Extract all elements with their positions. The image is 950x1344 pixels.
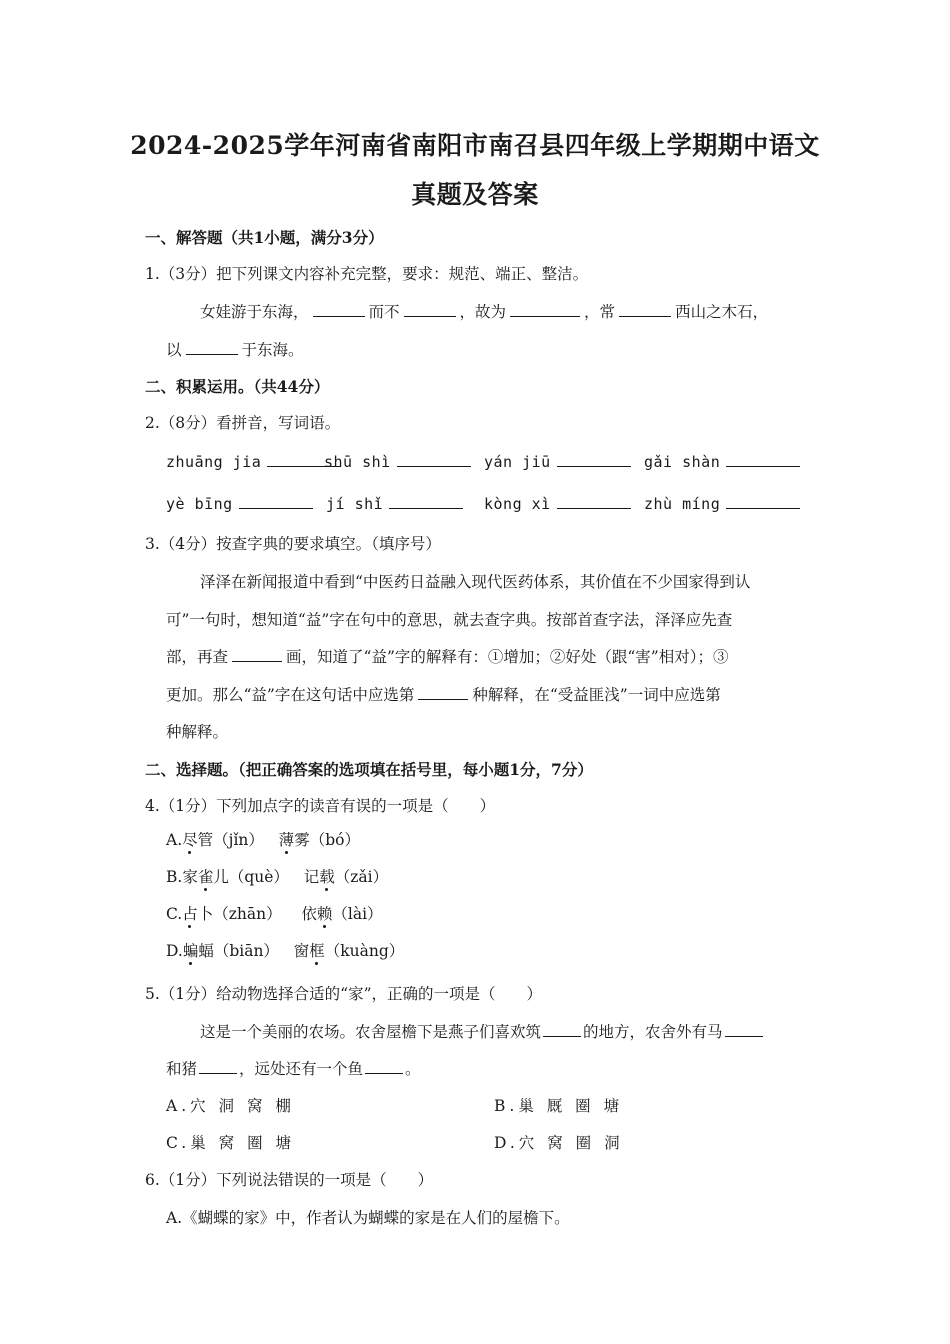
q4-option-a[interactable]: A.尽管（jǐn） 薄雾（bó） — [166, 831, 360, 849]
pinyin-item: shū shì — [324, 452, 475, 471]
question-4-stem: 4.（1分）下列加点字的读音有误的一项是（ ） — [145, 797, 496, 815]
q6-option-a[interactable]: A.《蝴蝶的家》中，作者认为蝴蝶的家是在人们的屋檐下。 — [166, 1209, 570, 1227]
pinyin-item: jí shǐ — [326, 494, 467, 513]
question-5-stem: 5.（1分）给动物选择合适的“家”，正确的一项是（ ） — [145, 985, 543, 1003]
q5-option-b[interactable]: B.巢 厩 圈 塘 — [494, 1097, 624, 1115]
section-heading-2: 二、积累运用。（共44分） — [145, 377, 330, 396]
q1-blank-2[interactable] — [404, 302, 456, 317]
pinyin-blank[interactable] — [389, 494, 463, 509]
q3-blank-meaning[interactable] — [418, 685, 468, 700]
q5-blank-3[interactable] — [199, 1059, 237, 1074]
pinyin-blank[interactable] — [726, 494, 800, 509]
q1-text-1: 女娃游于东海， — [200, 303, 309, 321]
q1-blank-1[interactable] — [313, 302, 365, 317]
pinyin-blank[interactable] — [557, 494, 631, 509]
question-3-line3: 部，再查 画，知道了“益”字的解释有：①增加；②好处（跟“害”相对）；③ — [166, 648, 729, 666]
q5-blank-1[interactable] — [543, 1022, 581, 1037]
question-3-line1: 泽泽在新闻报道中看到“中医药日益融入现代医药体系，其价值在不少国家得到认 — [200, 573, 751, 591]
q1-text-7: 于东海。 — [241, 341, 304, 359]
pinyin-blank[interactable] — [397, 452, 471, 467]
page-title-line1: 2024-2025学年河南省南阳市南召县四年级上学期期中语文 — [130, 131, 820, 160]
question-3-line5: 种解释。 — [166, 723, 229, 741]
pinyin-blank[interactable] — [726, 452, 800, 467]
q1-blank-4[interactable] — [619, 302, 671, 317]
q1-text-6: 以 — [166, 341, 182, 359]
question-3-line4: 更加。那么“益”字在这句话中应选第 种解释，在“受益匪浅”一词中应选第 — [166, 686, 721, 704]
pinyin-item: gǎi shàn — [644, 452, 804, 471]
question-1-line2 — [166, 338, 304, 360]
q1-text-2: 而不 — [368, 303, 400, 321]
q1-text-3: ，故为 — [459, 303, 507, 321]
question-5-line1: 这是一个美丽的农场。农舍屋檐下是燕子们喜欢筑 的地方，农舍外有马 — [200, 1020, 765, 1042]
question-1-line1 — [200, 300, 768, 322]
q5-option-a[interactable]: A.穴 洞 窝 棚 — [166, 1097, 295, 1115]
q5-option-d[interactable]: D.穴 窝 圈 洞 — [494, 1134, 624, 1152]
question-6-stem: 6.（1分）下列说法错误的一项是（ ） — [145, 1171, 434, 1189]
pinyin-blank[interactable] — [239, 494, 313, 509]
pinyin-item: zhù míng — [644, 494, 804, 513]
question-1-stem: 1.（3分）把下列课文内容补充完整，要求：规范、端正、整洁。 — [145, 265, 589, 283]
page-title-line2: 真题及答案 — [411, 180, 539, 209]
q5-blank-2[interactable] — [725, 1022, 763, 1037]
q5-option-c[interactable]: C.巢 窝 圈 塘 — [166, 1134, 296, 1152]
question-5-line2: 和猪 ，远处还有一个鱼 。 — [166, 1060, 421, 1078]
question-2-stem: 2.（8分）看拼音，写词语。 — [145, 414, 341, 432]
q1-text-5: 西山之木石， — [675, 303, 769, 321]
question-3-stem: 3.（4分）按查字典的要求填空。（填序号） — [145, 535, 441, 553]
pinyin-item: yán jiū — [484, 452, 635, 471]
pinyin-item: zhuāng jia — [166, 452, 345, 471]
q1-blank-3[interactable] — [510, 302, 580, 317]
q5-blank-4[interactable] — [365, 1059, 403, 1074]
section-heading-1: 一、解答题（共1小题，满分3分） — [145, 228, 384, 247]
q4-option-c[interactable]: C.占卜（zhān） 依赖（lài） — [166, 905, 383, 923]
q1-blank-5[interactable] — [186, 340, 238, 355]
q1-text-4: ，常 — [584, 303, 616, 321]
question-3-line2: 可”一句时，想知道“益”字在句中的意思，就去查字典。按部首查字法，泽泽应先查 — [166, 611, 733, 629]
q3-blank-strokes[interactable] — [232, 647, 282, 662]
pinyin-blank[interactable] — [557, 452, 631, 467]
pinyin-item: kòng xì — [484, 494, 635, 513]
pinyin-item: yè bīng — [166, 494, 317, 513]
q4-option-d[interactable]: D.蝙蝠（biān） 窗框（kuàng） — [166, 942, 405, 960]
q4-option-b[interactable]: B.家雀儿（què） 记载（zǎi） — [166, 868, 389, 886]
section-heading-3: 二、选择题。（把正确答案的选项填在括号里，每小题1分，7分） — [145, 760, 593, 779]
